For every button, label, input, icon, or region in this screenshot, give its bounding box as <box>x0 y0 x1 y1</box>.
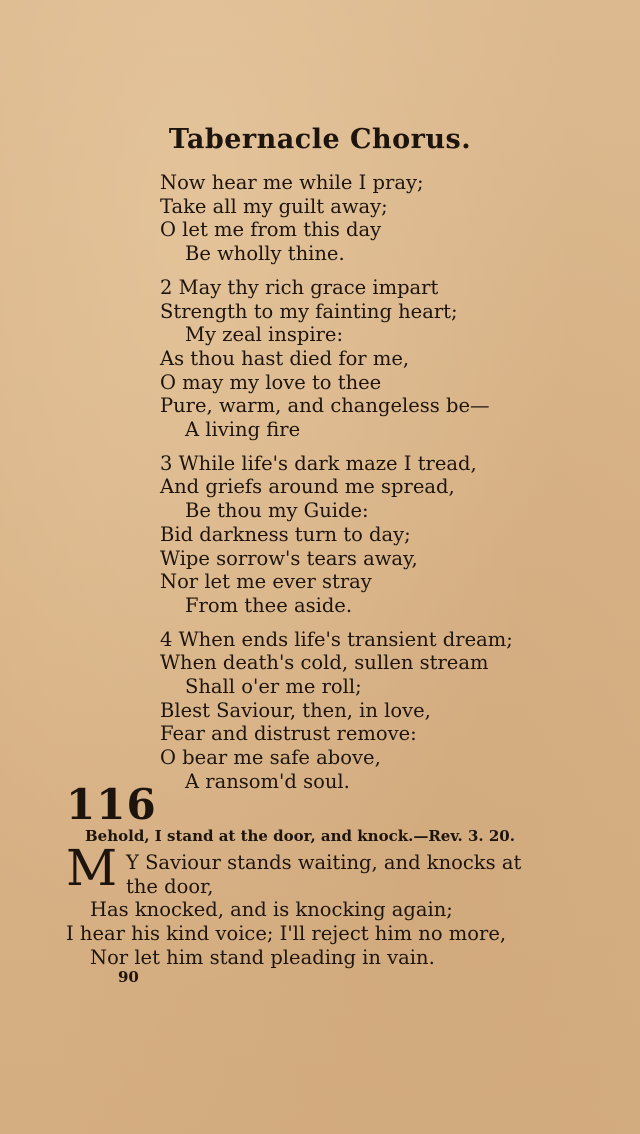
verse-line: O bear me safe above, <box>160 746 381 770</box>
stanza <box>160 171 513 266</box>
epigraph: Behold, I stand at the door, and knock.—Rev. 3. 20. <box>85 827 515 845</box>
verse-line: Pure, warm, and changeless be— <box>160 394 490 418</box>
verse-line: Shall o'er me roll; <box>185 675 362 699</box>
hymn-115-text <box>160 171 513 804</box>
hymn-116-line: Nor let him stand pleading in vain. <box>90 945 435 969</box>
verse-line: A living fire <box>185 418 301 442</box>
verse-line: Be wholly thine. <box>185 242 345 266</box>
hymn-116-line: I hear his kind voice; I'll reject him no more, <box>66 922 507 946</box>
verse-line: Bid darkness turn to day; <box>160 522 411 546</box>
page-number: 90 <box>118 968 139 986</box>
verse-line: 2 May thy rich grace impart <box>160 275 439 299</box>
verse-line: As thou hast died for me, <box>160 346 410 370</box>
verse-line: From thee aside. <box>185 593 353 617</box>
drop-cap: M <box>66 839 118 897</box>
running-head: Tabernacle Chorus. <box>168 124 472 155</box>
verse-line: Strength to my fainting heart; <box>160 299 458 323</box>
verse-line: A ransom'd soul. <box>185 769 350 793</box>
hymn-116-line: the door, <box>126 874 214 898</box>
verse-line: Blest Saviour, then, in love, <box>160 698 431 722</box>
verse-line: Fear and distrust remove: <box>160 722 417 746</box>
hymn-116-line: Has knocked, and is knocking again; <box>90 898 453 922</box>
hymn-116-text <box>66 851 521 970</box>
verse-line: My zeal inspire: <box>185 323 344 347</box>
verse-line: And griefs around me spread, <box>160 475 455 499</box>
verse-line: 3 While life's dark maze I tread, <box>160 451 477 475</box>
hymn-116-line: Y Saviour stands waiting, and knocks at <box>126 851 522 874</box>
stanza <box>160 628 513 794</box>
verse-line: Wipe sorrow's tears away, <box>160 546 418 570</box>
verse-line: Nor let me ever stray <box>160 570 372 594</box>
verse-line: 4 When ends life's transient dream; <box>160 627 513 651</box>
stanza <box>160 452 513 618</box>
verse-line: Take all my guilt away; <box>160 194 388 218</box>
verse-line: Now hear me while I pray; <box>160 171 424 194</box>
hymn-number: 116 <box>66 780 157 829</box>
verse-line: O may my love to thee <box>160 370 382 394</box>
stanza <box>160 276 513 442</box>
verse-line: When death's cold, sullen stream <box>160 651 489 675</box>
verse-line: Be thou my Guide: <box>185 499 369 523</box>
verse-line: O let me from this day <box>160 218 382 242</box>
